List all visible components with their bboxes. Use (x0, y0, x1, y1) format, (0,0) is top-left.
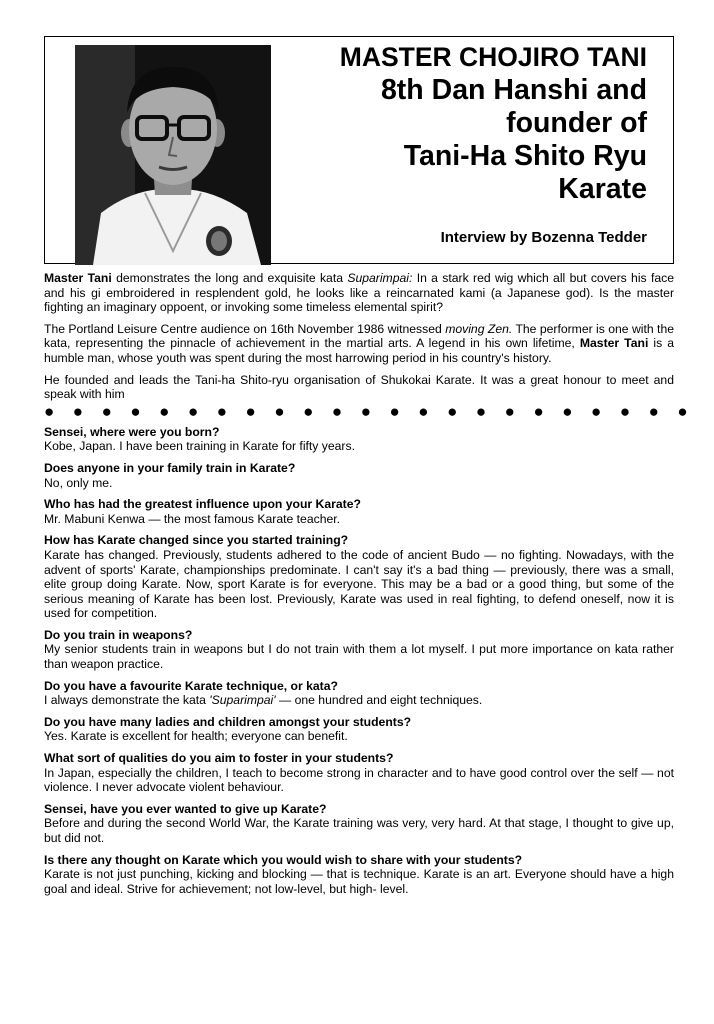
intro-text: demonstrates the long and exquisite kata (111, 271, 348, 285)
qa-item (44, 853, 674, 897)
intro-italic: Suparimpai: (347, 271, 413, 285)
answer (44, 693, 674, 708)
intro-paragraph (44, 271, 674, 315)
question: How has Karate changed since you started training? (44, 533, 349, 548)
question: Who has had the greatest influence upon your Karate? (44, 497, 361, 512)
intro-paragraph (44, 322, 674, 366)
qa-item (44, 679, 674, 708)
article-body (44, 271, 695, 903)
intro-italic: moving Zen. (445, 321, 513, 336)
question: What sort of qualities do you aim to foster in your students? (44, 751, 394, 766)
intro-text: In a stark red wig which all but covers his face and his gi embroidered in resplendent gold, he looks like a reincarnated kami (a Japanese god). Is the master fighting an imaginary oppoent, or invoking some timeless elemental spirit? (44, 271, 674, 315)
question: Is there any thought on Karate which you would wish to share with your students? (44, 852, 523, 867)
qa-item (44, 628, 674, 672)
byline: Interview by Bozenna Tedder (440, 229, 647, 246)
separator-dots: ● ● ● ● ● ● ● ● ● ● ● ● ● ● ● ● ● ● ● ● ● ● ● (44, 401, 695, 421)
answer: No, only me. (44, 475, 113, 490)
question: Do you have many ladies and children amongst your students? (44, 714, 412, 729)
question: Sensei, have you ever wanted to give up Karate? (44, 801, 327, 816)
title-line: founder of (506, 107, 647, 139)
answer-text: — one hundred and eight techniques. (275, 693, 483, 708)
qa-item (44, 497, 674, 526)
qa-item (44, 461, 674, 490)
answer: My senior students train in weapons but I do not train with them a lot myself. I put more importance on kata rather than weapon practice. (44, 642, 674, 672)
header-box (44, 36, 674, 264)
answer-text: I always demonstrate the kata (44, 693, 210, 708)
intro-text: is a humble man, whose youth was spent during the most harrowing period in his country's history. (44, 336, 674, 365)
question: Does anyone in your family train in Karate? (44, 460, 296, 475)
title-line: Karate (558, 173, 647, 205)
intro-paragraph: He founded and leads the Tani-ha Shito-ryu organisation of Shukokai Karate. It was a great honour to meet and speak with him (44, 372, 674, 402)
qa-item (44, 715, 674, 744)
answer: Before and during the second World War, the Karate training was very, very hard. At that stage, I thought to give up, but did not. (44, 816, 674, 845)
question: Sensei, where were you born? (44, 424, 220, 439)
title-line: MASTER CHOJIRO TANI (339, 42, 647, 72)
portrait-photo (75, 45, 271, 265)
question: Do you train in weapons? (44, 627, 193, 642)
answer: Karate has changed. Previously, students adhered to the code of ancient Budo — no fighting. Nowadays, with the advent of sports' Karate, championships predominate. I can't say it's a bad thing — previously, there was a small, elite group doing Karate. Now, sport Karate is for everyone. This may be a bad or a good thing, but some of the serious meaning of Karate has been lost. Previously, Karate was used in real fighting, to defend oneself, now it is used for competition. (44, 547, 674, 621)
answer: In Japan, especially the children, I teach to become strong in character and to have good control over the self — not violence. I never advocate violent behaviour. (44, 765, 674, 795)
answer: Karate is not just punching, kicking and blocking — that is technique. Karate is an art. Everyone should have a high goal and ideal. Strive for achievement; not low-level, but high- level. (44, 867, 674, 896)
question: Do you have a favourite Karate technique, or kata? (44, 678, 338, 693)
qa-item (44, 802, 674, 846)
title-line: 8th Dan Hanshi and (380, 74, 647, 106)
answer: Kobe, Japan. I have been training in Karate for fifty years. (44, 439, 355, 454)
qa-item (44, 425, 674, 454)
answer: Mr. Mabuni Kenwa — the most famous Karate teacher. (44, 511, 341, 526)
title-line: Tani-Ha Shito Ryu (403, 140, 647, 172)
answer-italic: 'Suparimpai' (209, 693, 276, 708)
qa-item (44, 751, 674, 795)
qa-item (44, 533, 674, 621)
intro-bold-lead: Master Tani (44, 271, 112, 285)
intro-bold: Master Tani (579, 336, 649, 351)
intro-text: The Portland Leisure Centre audience on 16th November 1986 witnessed (44, 321, 446, 336)
intro-text: The performer is one with the kata, representing the pinnacle of achievement in the martial arts. A legend in his own lifetime, (44, 321, 674, 351)
article-title (340, 41, 647, 206)
answer: Yes. Karate is excellent for health; everyone can benefit. (44, 729, 348, 744)
